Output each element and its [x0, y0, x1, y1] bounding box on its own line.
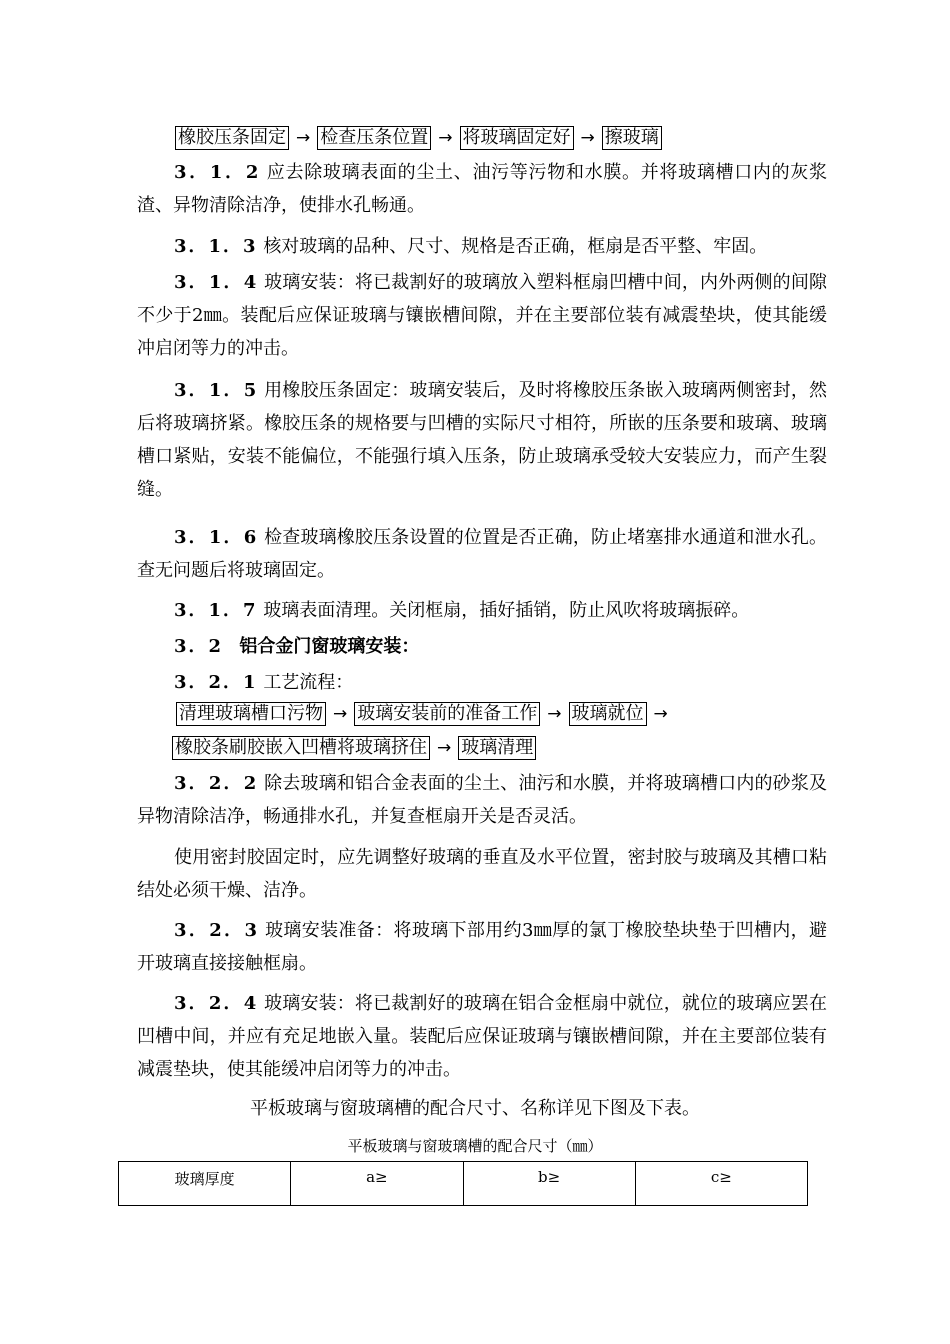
table-note: 平板玻璃与窗玻璃槽的配合尺寸、名称详见下图及下表。	[250, 1098, 700, 1119]
paragraph-3-1-2	[137, 156, 827, 222]
flow-step: 将玻璃固定好	[460, 126, 574, 150]
arrow-right-icon: →	[653, 704, 668, 724]
section-number: 3．2．1	[174, 672, 258, 693]
table-header-cell: a≥	[291, 1162, 463, 1206]
section-number: 3．1．4	[174, 272, 259, 293]
paragraph-text: 除去玻璃和铝合金表面的尘土、油污和水膜，并将玻璃槽口内的砂浆及异物清除洁净，畅通排水孔，并复查框扇开关是否灵活。	[137, 773, 827, 827]
arrow-right-icon: →	[547, 704, 562, 724]
arrow-right-icon: →	[437, 738, 452, 758]
flow-step: 清理玻璃槽口污物	[176, 702, 326, 726]
table-caption: 平板玻璃与窗玻璃槽的配合尺寸（㎜）	[347, 1137, 603, 1155]
arrow-right-icon: →	[333, 704, 348, 724]
paragraph-text: 核对玻璃的品种、尺寸、规格是否正确，框扇是否平整、牢固。	[263, 236, 768, 257]
arrow-right-icon: →	[580, 128, 595, 148]
paragraph-text: 玻璃安装：将已裁割好的玻璃在铝合金框扇中就位，就位的玻璃应罢在凹槽中间，并应有充足地嵌入量。装配后应保证玻璃与镶嵌槽间隙，并在主要部位装有减震垫块，使其能缓冲启闭等力的冲击。	[137, 993, 827, 1080]
paragraph-text: 玻璃安装：将已裁割好的玻璃放入塑料框扇凹槽中间，内外两侧的间隙不少于2㎜。装配后应保证玻璃与镶嵌槽间隙，并在主要部位装有减震垫块，使其能缓冲启闭等力的冲击。	[137, 272, 827, 359]
paragraph-3-2-2	[137, 767, 827, 833]
paragraph-3-1-6	[137, 521, 827, 587]
fit-dimension-table	[118, 1161, 808, 1206]
section-number: 3．2．3	[174, 920, 259, 941]
section-number: 3．1．5	[174, 380, 259, 401]
section-number: 3．1．6	[174, 527, 259, 548]
table-header-cell: c≥	[635, 1162, 807, 1206]
flow-step: 玻璃安装前的准备工作	[354, 702, 540, 726]
flow-step: 玻璃就位	[569, 702, 647, 726]
paragraph-3-1-5	[137, 374, 827, 506]
paragraph-text: 玻璃安装准备：将玻璃下部用约3㎜厚的氯丁橡胶垫块垫于凹槽内，避开玻璃直接接触框扇。	[137, 920, 827, 974]
section-number: 3．1．2	[174, 162, 261, 183]
process-flow-2	[0, 702, 950, 726]
heading-text: 铝合金门窗玻璃安装：	[239, 636, 420, 657]
paragraph-3-1-3	[137, 230, 827, 263]
paragraph-sealant	[137, 841, 827, 907]
flow-step: 擦玻璃	[602, 126, 662, 150]
flow-step: 检查压条位置	[317, 126, 431, 150]
table-header-cell: 玻璃厚度	[119, 1162, 291, 1206]
paragraph-3-1-7	[137, 594, 827, 627]
paragraph-text: 检查玻璃橡胶压条设置的位置是否正确，防止堵塞排水通道和泄水孔。查无问题后将玻璃固定。	[137, 527, 827, 581]
flow-step: 玻璃清理	[458, 736, 536, 760]
paragraph-3-2-4	[137, 987, 827, 1086]
paragraph-text: 用橡胶压条固定：玻璃安装后，及时将橡胶压条嵌入玻璃两侧密封，然后将玻璃挤紧。橡胶压条的规格要与凹槽的实际尺寸相符，所嵌的压条要和玻璃、玻璃槽口紧贴，安装不能偏位，不能强行填入压条，防止玻璃承受较大安装应力，而产生裂缝。	[137, 380, 827, 500]
section-number: 3．2	[174, 636, 224, 657]
process-flow-1	[0, 126, 950, 150]
section-number: 3．2．4	[174, 993, 259, 1014]
arrow-right-icon: →	[438, 128, 453, 148]
paragraph-text: 玻璃表面清理。关闭框扇，插好插销，防止风吹将玻璃振碎。	[263, 600, 750, 621]
paragraph-3-1-4	[137, 266, 827, 365]
flow-step: 橡胶条刷胶嵌入凹槽将玻璃挤住	[172, 736, 430, 760]
section-number: 3．1．3	[174, 236, 258, 257]
paragraph-text: 工艺流程：	[263, 672, 354, 693]
paragraph-text: 使用密封胶固定时，应先调整好玻璃的垂直及水平位置，密封胶与玻璃及其槽口粘结处必须干燥、洁净。	[137, 847, 827, 901]
paragraph-text: 应去除玻璃表面的尘土、油污等污物和水膜。并将玻璃槽口内的灰浆渣、异物清除洁净，使排水孔畅通。	[137, 162, 827, 216]
paragraph-3-2-3	[137, 914, 827, 980]
process-flow-3	[0, 736, 950, 760]
flow-step: 橡胶压条固定	[175, 126, 289, 150]
table-header-cell: b≥	[463, 1162, 635, 1206]
paragraph-3-2-1	[137, 666, 827, 699]
section-heading-3-2	[137, 630, 827, 663]
section-number: 3．1．7	[174, 600, 258, 621]
arrow-right-icon: →	[296, 128, 311, 148]
table-header-row	[119, 1162, 808, 1206]
section-number: 3．2．2	[174, 773, 259, 794]
